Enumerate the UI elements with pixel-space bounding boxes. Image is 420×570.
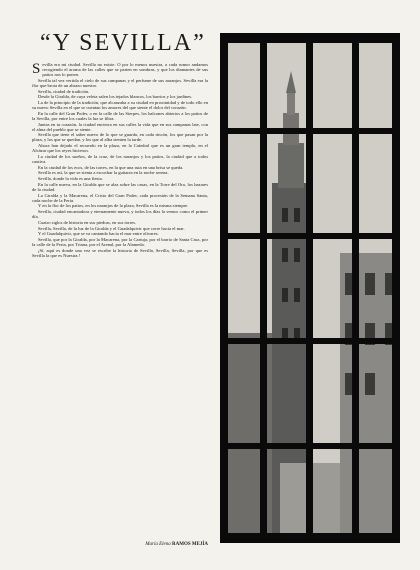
article-paragraph: Desde la Giralda, de cuya veleta salen los tejados blancos, los barrios y los jardines.	[38, 94, 193, 100]
article-body	[32, 62, 208, 532]
article-paragraph: Sevilla es así, la que se sienta a escuchar la guitarra en la noche serena.	[38, 170, 169, 176]
article-paragraph: Sevilla tal vez vertida el cielo de sus campanas y el perfume de sus naranjos. Sevilla era la flor que brota de un abrazo nuestro.	[32, 77, 208, 88]
article-title: “Y SEVILLA”	[40, 30, 206, 56]
article-paragraph: La Giralda y la Macarena, el Cristo del Gran Poder, cada procesión de la Semana Santa, cada noche de la Feria.	[32, 192, 208, 203]
article-paragraph: ¡Sí, aquí es donde una vez se escribe la historia de Sevilla, Sevilla, Sevilla, por que es Sevilla la que es Nuestra.!	[32, 247, 208, 258]
article-paragraph: Sevilla era mi ciudad. Sevilla no existe. O por lo menos nuestra, a cada rumor andamos recogiendo el aroma de las calles que se parten en sombras, y que los diamantes de sus patios nos lo ponen.	[32, 62, 208, 78]
article-paragraph: En la calle del Gran Poder, o en la calle de las Sierpes, los balcones abiertos a los patios de la Sevilla, por entre los cuales la luz se filtra.	[32, 110, 208, 121]
article-paragraph: Y el Guadalquivir, que se va cantando hacia el mar entre olivares.	[38, 231, 159, 237]
article-paragraph: Ahora han dejado el recuerdo en la plaza, en la Catedral que es un gran templo, en el Alcázar que los reyes hicieron.	[32, 143, 208, 154]
author-last-name: RAMOS MEJÍA	[172, 542, 208, 547]
article-paragraph: Sevilla, Sevilla, de la luz de la Giralda y el Guadalquivir que corre hacia el mar.	[38, 225, 185, 231]
article-paragraph: Sevilla, que por la Giralda, por la Macarena, por la Cartuja, por el barrio de Santa Cruz, por la calle de la Feria, por Triana, por el Arenal, por la Alameda.	[32, 236, 208, 247]
article-paragraph: La de la principio de la tradición, que alcanzaba a su ciudad en proximidad y de todo ello en su nuevo Sevilla en el que se cuentan los amores del que siente el dolor del corazón.	[32, 100, 208, 111]
drop-cap: S	[32, 62, 41, 77]
right-building	[340, 253, 400, 543]
cathedral-wall	[220, 333, 280, 543]
article-paragraph: Sevilla, donde la vida es una fiesta.	[38, 176, 103, 182]
article-paragraph: Y en la flor de los patios, en los naranjos de la plaza, Sevilla es la misma siempre.	[38, 203, 189, 209]
article-paragraph: Juntas en tu corazón, la ciudad encierra en sus calles la vida que en sus campanas late, con el alma del pueblo que se siente.	[32, 121, 208, 132]
article-paragraph: Sevilla, ciudad encantadora y eternamente nueva, y todos los días la vemos como el primer día.	[32, 209, 208, 220]
author-signature	[32, 542, 208, 547]
author-first-name: María Elena	[145, 542, 171, 547]
article-paragraph: En la calle nueva, en la Giralda que se alza sobre las casas, en la Torre del Oro, los bazares de la ciudad.	[32, 181, 208, 192]
article-paragraph: La ciudad de los sueños, de la cruz, de los naranjos y los patios, la ciudad que a todos cautiva.	[32, 153, 208, 165]
article-paragraph: Sevilla que tiene el saber nuevo de lo que se guarda, en cada rincón, los que pasan por la plaza, y los que se quedan, y los que al alba sienten la tarde.	[32, 132, 208, 143]
giralda-photo-illustration	[220, 33, 400, 543]
article-paragraph: Cuatro siglos de historia en sus piedras, en sus torres.	[38, 219, 137, 225]
giralda-photo	[220, 33, 400, 543]
article-paragraph: Sevilla, ciudad de tradición.	[38, 88, 90, 94]
article-paragraph: En la ciudad de los ecos, de las torres, en la que una ruta en una brisa se queda.	[38, 164, 184, 170]
